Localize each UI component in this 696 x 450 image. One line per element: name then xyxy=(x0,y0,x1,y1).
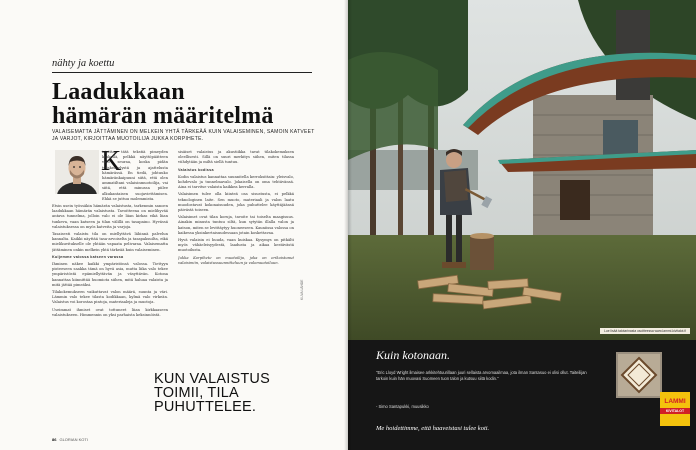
headline-line-2: hämärän määritelmä xyxy=(52,103,274,129)
pull-quote xyxy=(154,372,324,414)
ad-quote-author: - Simo Santapukki, muusikko xyxy=(376,404,429,409)
paragraph: Valaisimet ovat tilan koruja, tavoite tai toiselta maagisuus. Ainakin minusta tuntuu siltä, kun sytytän illalla valon ja katson, miten se levittäytyy huoneeseen. Kauniissa valossa on kaikessa yksinkertaisuudessaan jotain koskettavaa. xyxy=(178,215,294,235)
photo-credit: KUVA LÄHDE xyxy=(300,279,304,300)
pull-quote-line-3: PUHUTTELEE. xyxy=(154,399,257,415)
logo-subtitle: KIVITALOT xyxy=(660,408,690,414)
article-headline xyxy=(52,80,322,128)
subheading: Valaistus kodissa xyxy=(178,167,214,172)
paragraph: Etsin usein työssäkin hämärän valaistusta, tarkenmin sanoen laadukkaan hämärän valaistusta. Tavoitteena on mielihyvää antava tunnelma, jolloin valo ei ole liian kirkas eikä liian tunkeva, vaan katseen ja tilan välillä on tasapaino. Hyvässä valaistuksessa on myös katveita ja varjoja. xyxy=(52,204,168,229)
page-folio xyxy=(52,437,88,442)
headline-line-1: Laadukkaan xyxy=(52,79,185,105)
kicker-divider xyxy=(52,72,312,73)
author-bio: Jukka Korpihete on muotoilija, joka on erikoistunut valaisimiin, valaistussuunnitteluun ja valomuotoiluun. xyxy=(178,255,294,265)
page-number: 86 xyxy=(52,437,57,442)
paragraph: Useimmat ihmiset ovat tottuneet liian kirkkaaseen valaistukseen. Himmennin on yksi parhaista keksinnöistä. xyxy=(52,307,168,317)
paragraph: Kodin valaistus kannattaa suunnitella kerroksittain: yleisvalo, kohdevalo ja tunnelmavalo. Jokaisella on oma tehtävänsä. Aina ei tarvitse valaista kaikkea kerralla. xyxy=(178,174,294,190)
ad-quote: "Eric Lloyd Wright ilmaisee arkkitehtuurillaan juuri sellaista arvomaailmaa, jota ilman Santasuo ei olisi ollut. Taiteilijan tarkoin kuin hän muovasi Suomeen tuon talon ja kutsuu siitä kodin." xyxy=(376,370,587,381)
paragraph: irjoittaa tätä tekstiä pimeyden keskellä, pelkkä näyttöpäätteen valo seuraa, koska pidän työskentelystä ja ajattelusta hämärässä. En tiedä, johtuuko hämäränkaipuuni siitä, että olen ammatiltani valaisinmuotoilija, vai siitä, että minussa piilee alkukantaisen suojaviettämisen. Ehkä se juttuu molemmista. xyxy=(102,150,168,201)
paragraph: Tilakokemukseen vaikuttavat valon määrä, suunta ja väri. Lämmin valo tekee tilasta kodikkaan, kylmä valo virkeän. Valaistus voi korostaa pintoja, materiaaleja ja muotoja. xyxy=(52,290,168,305)
paragraph: sisäiset valaistus ja akustiikka tavat tilakokemuksen oleellisesti. Sillä on suuri merkitys siihen, miten tilassa viihdytään ja miltä siellä tuntuu. xyxy=(178,150,294,165)
section-kicker: nähty ja koettu xyxy=(52,58,115,69)
ad-title: Kuin kotonaan. xyxy=(376,348,450,362)
window-detail-image xyxy=(616,352,662,398)
magazine-title: GLORIAN KOTI xyxy=(59,437,88,442)
logo-wordmark: LAMMI xyxy=(664,398,686,405)
pull-quote-line-2: TOIMII, TILA xyxy=(154,385,239,401)
right-page-advertisement xyxy=(348,0,696,450)
page-gutter xyxy=(344,0,352,450)
pull-quote-line-1: KUN VALAISTUS xyxy=(154,371,270,387)
photo-caption: Lue lisää talotarinasta osoitteessa www.lammi-kivitalot.fi xyxy=(600,328,690,334)
article-column-1 xyxy=(52,146,168,400)
subheading: Kuljemme valossa katseen varassa xyxy=(52,254,124,259)
paragraph: Hyvä valaisin ei huuda, vaan kuiskaa. Kysymys on pitkälti myös vähäeleisyydestä, laadusta ja aikaa kestävästä muotoilusta. xyxy=(178,238,294,253)
paragraph: Tasaisesti valaistu tila on miellyttävä lähinnä palvelun kannalta. Kaikki näyttää tasa-arvoiselta ja tasapaksuilta, eikä mielikuvitukselle ole yhtään vapaata pelivaraa. Valaisematta jättäminen onkin melkein yhtä tärkeää kuin valaiseminen. xyxy=(52,232,168,252)
paragraph: Valaisimen tulee olla kiinteä osa sisustusta, ei pelkkä teknologinen laite. Sen muoto, materiaali ja valon laatu muodostavat kokonaisuuden, joka puhuttelee käyttäjäänsä päivästä toiseen. xyxy=(178,192,294,213)
drop-cap: K xyxy=(101,146,122,177)
article-lead: VALAISEMATTA JÄTTÄMINEN ON MELKEIN YHTÄ TÄRKEÄÄ KUIN VALAISEMINEN, SAMOIN KATVEET JA VARJOT, KIRJOITTAA MUOTOILIJA JUKKA KORPIHETE. xyxy=(52,129,315,142)
article-column-2 xyxy=(178,150,294,370)
paragraph: Ihminen näkee kaikki ympäristönsä valossa. Tiettyyn pisteeseen saakka tämä on hyvä asia, mutta liika valo tekee ympäristöstä epämiellyttävän ja väsyttävän. Kotona kannattaa kiinnittää huomiota siihen, mitä haluaa valaista ja mitä jättää pimeäksi. xyxy=(52,262,168,287)
house-photo xyxy=(348,0,696,340)
lammi-kivitalot-logo xyxy=(660,392,690,426)
ad-slogan: Me hoidettimme, että haaveistasi tulee koti. xyxy=(376,425,490,432)
